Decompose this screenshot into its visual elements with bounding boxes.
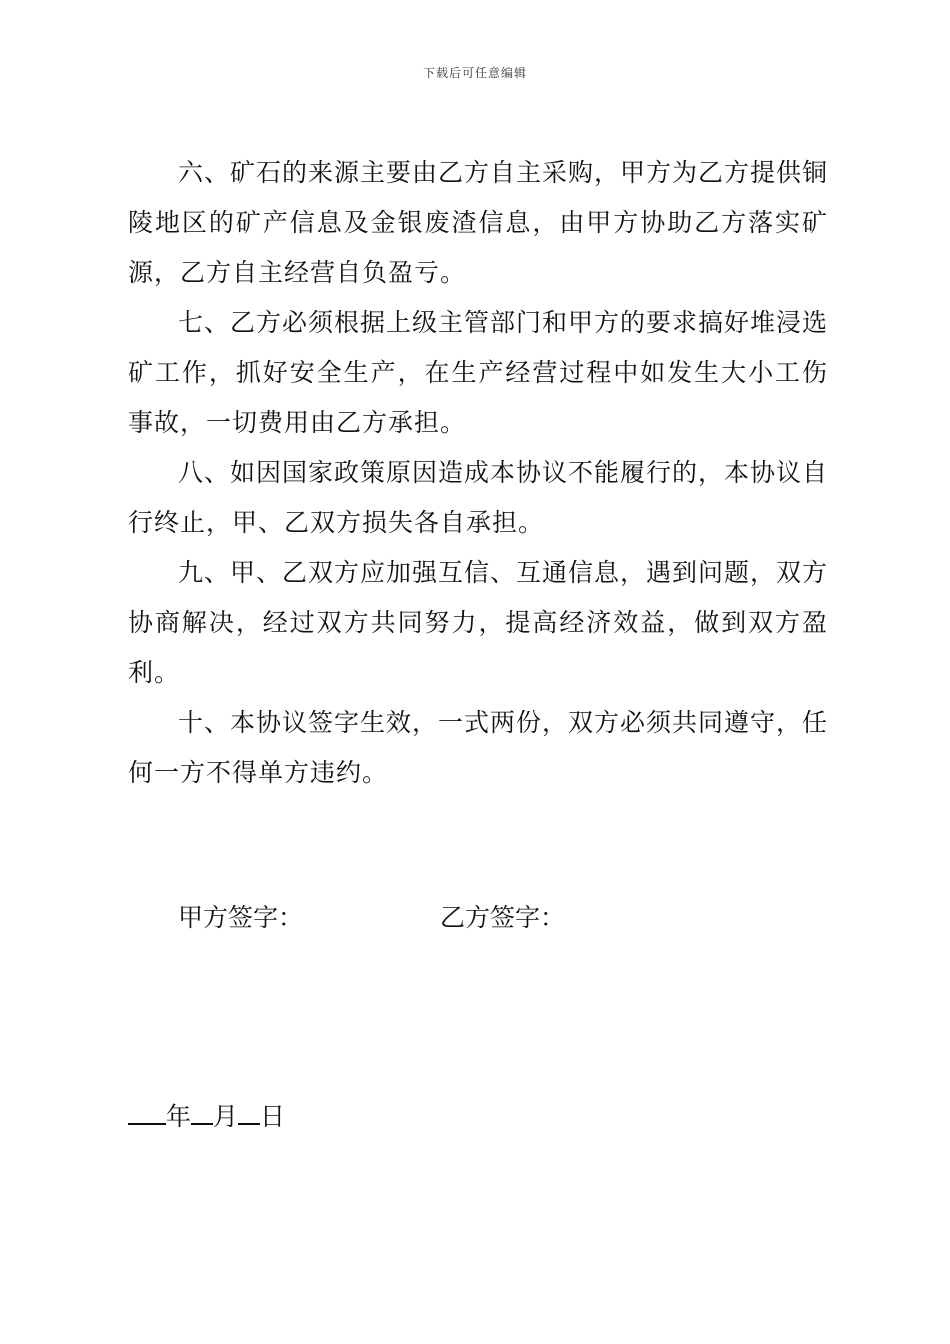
day-blank (238, 1101, 260, 1125)
agreement-body (128, 148, 828, 798)
year-label: 年 (166, 1102, 192, 1131)
clause-9: 九、甲、乙双方应加强互信、互通信息，遇到问题，双方协商解决，经过双方共同努力，提高经济效益，做到双方盈利。 (128, 558, 829, 687)
month-blank (191, 1101, 213, 1125)
clause-7: 七、乙方必须根据上级主管部门和甲方的要求搞好堆浸选矿工作，抓好安全生产，在生产经营过程中如发生大小工伤事故，一切费用由乙方承担。 (128, 308, 829, 437)
year-blank (128, 1101, 166, 1125)
clause-10: 十、本协议签字生效，一式两份，双方必须共同遵守，任何一方不得单方违约。 (128, 708, 829, 787)
clause-8: 八、如因国家政策原因造成本协议不能履行的，本协议自行终止，甲、乙双方损失各自承担。 (128, 458, 829, 537)
party-a-signature-label: 甲方签字： (178, 903, 304, 932)
page-header-note: 下载后可任意编辑 (422, 66, 527, 80)
day-label: 日 (260, 1102, 286, 1131)
date-line (128, 1097, 285, 1137)
month-label: 月 (213, 1102, 239, 1131)
clause-6: 六、矿石的来源主要由乙方自主采购，甲方为乙方提供铜陵地区的矿产信息及金银废渣信息，由甲方协助乙方落实矿源，乙方自主经营自负盈亏。 (128, 158, 829, 287)
party-b-signature-label: 乙方签字： (440, 903, 566, 932)
